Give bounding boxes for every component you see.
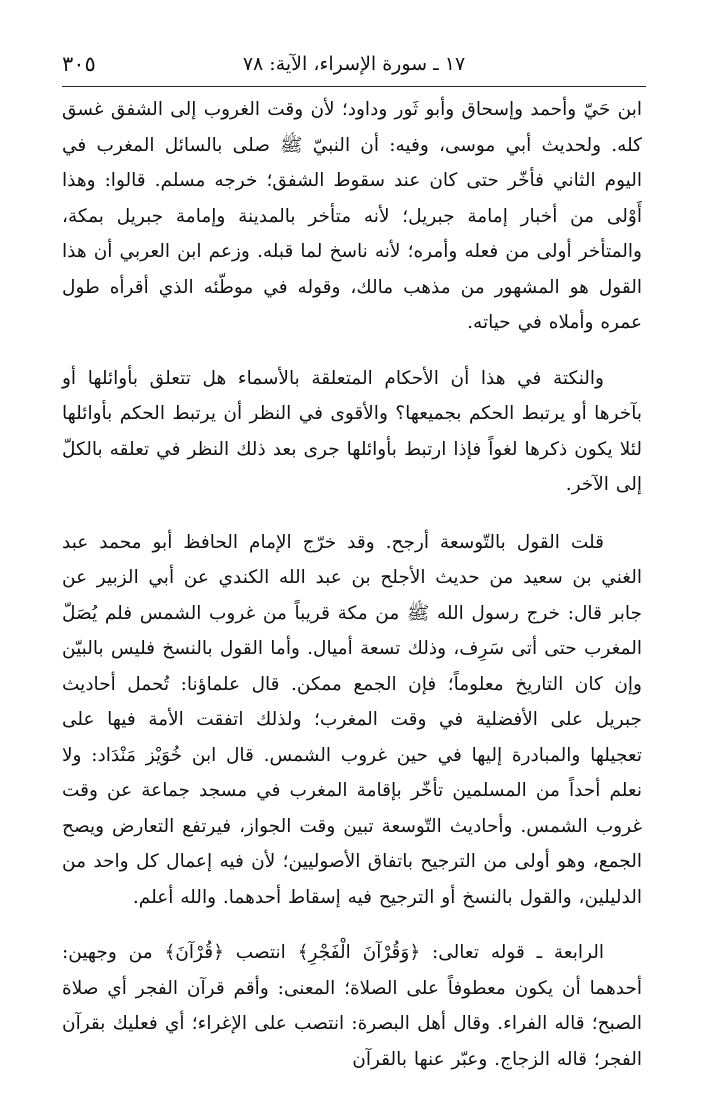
running-title: ١٧ ـ سورة الإسراء، الآية: ٧٨ [242,53,466,75]
paragraph-1: ابن حَيّ وأحمد وإسحاق وأبو ثَور وداود؛ لأن وقت الغروب إلى الشفق غسق كله. ولحديث أبي موسى، وفيه: أن النبيّ ﷺ صلى بالسائل المغرب في اليوم الثاني فأخّر حتى كان عند سقوط الشفق؛ خرجه مسلم. قالوا: وهذا أَوْلى من أخبار إمامة جبريل؛ لأنه متأخر بالمدينة وإمامة جبريل بمكة، والمتأخر أولى من فعله وأمره؛ لأنه ناسخ لما قبله. وزعم ابن العربي أن هذا القول هو المشهور من مذهب مالك، وقوله في موطّئه الذي أقرأه طول عمره وأملاه في حياته. [62,99,642,333]
page-header [62,44,646,84]
paragraph-4: الرابعة ـ قوله تعالى: ﴿وَقُرْآنَ الْفَجْرِ﴾ انتصب ﴿قُرْآنَ﴾ من وجهين: أحدهما أن يكون معطوفاً على الصلاة؛ المعنى: وأقم قرآن الفجر أي صلاة الصبح؛ قاله الفراء. وقال أهل البصرة: انتصب على الإغراء؛ أي فعليك بقرآن الفجر؛ قاله الزجاج. وعبّر عنها بالقرآن [62,942,642,1070]
paragraph-3: قلت القول بالتّوسعة أرجح. وقد خرّج الإمام الحافظ أبو محمد عبد الغني بن سعيد من حديث الأجلح بن عبد الله الكندي عن أبي الزبير عن جابر قال: خرج رسول الله ﷺ من مكة قريباً من غروب الشمس فلم يُصَلّ المغرب حتى أتى سَرِف، وذلك تسعة أميال. وأما القول بالنسخ فليس بالبيّن وإن كان التاريخ معلوماً؛ فإن الجمع ممكن. قال علماؤنا: تُحمل أحاديث جبريل على الأفضلية في وقت المغرب؛ ولذلك اتفقت الأمة فيها على تعجيلها والمبادرة إليها في حين غروب الشمس. قال ابن خُوَيْز مَنْدَاد: ولا نعلم أحداً من المسلمين تأخّر بإقامة المغرب في مسجد جماعة عن وقت غروب الشمس. وأحاديث التّوسعة تبين وقت الجواز، فيرتفع التعارض ويصح الجمع، وهو أولى من الترجيح باتفاق الأصوليين؛ لأن فيه إعمال كل واحد من الدليلين، والقول بالنسخ أو الترجيح فيه إسقاط أحدهما. والله أعلم. [62,531,642,908]
page-number: ٣٠٥ [62,52,96,76]
header-divider [62,86,646,87]
paragraph-2: والنكتة في هذا أن الأحكام المتعلقة بالأسماء هل تتعلق بأوائلها أو بآخرها أو يرتبط الحكم بجميعها؟ والأقوى في النظر أن يرتبط الحكم بأوائلها لئلا يكون ذكرها لغواً فإذا ارتبط بأوائلها جرى بعد ذلك النظر في تعلقه بالكلّ إلى الآخر. [62,367,642,495]
body-text [62,92,642,1077]
